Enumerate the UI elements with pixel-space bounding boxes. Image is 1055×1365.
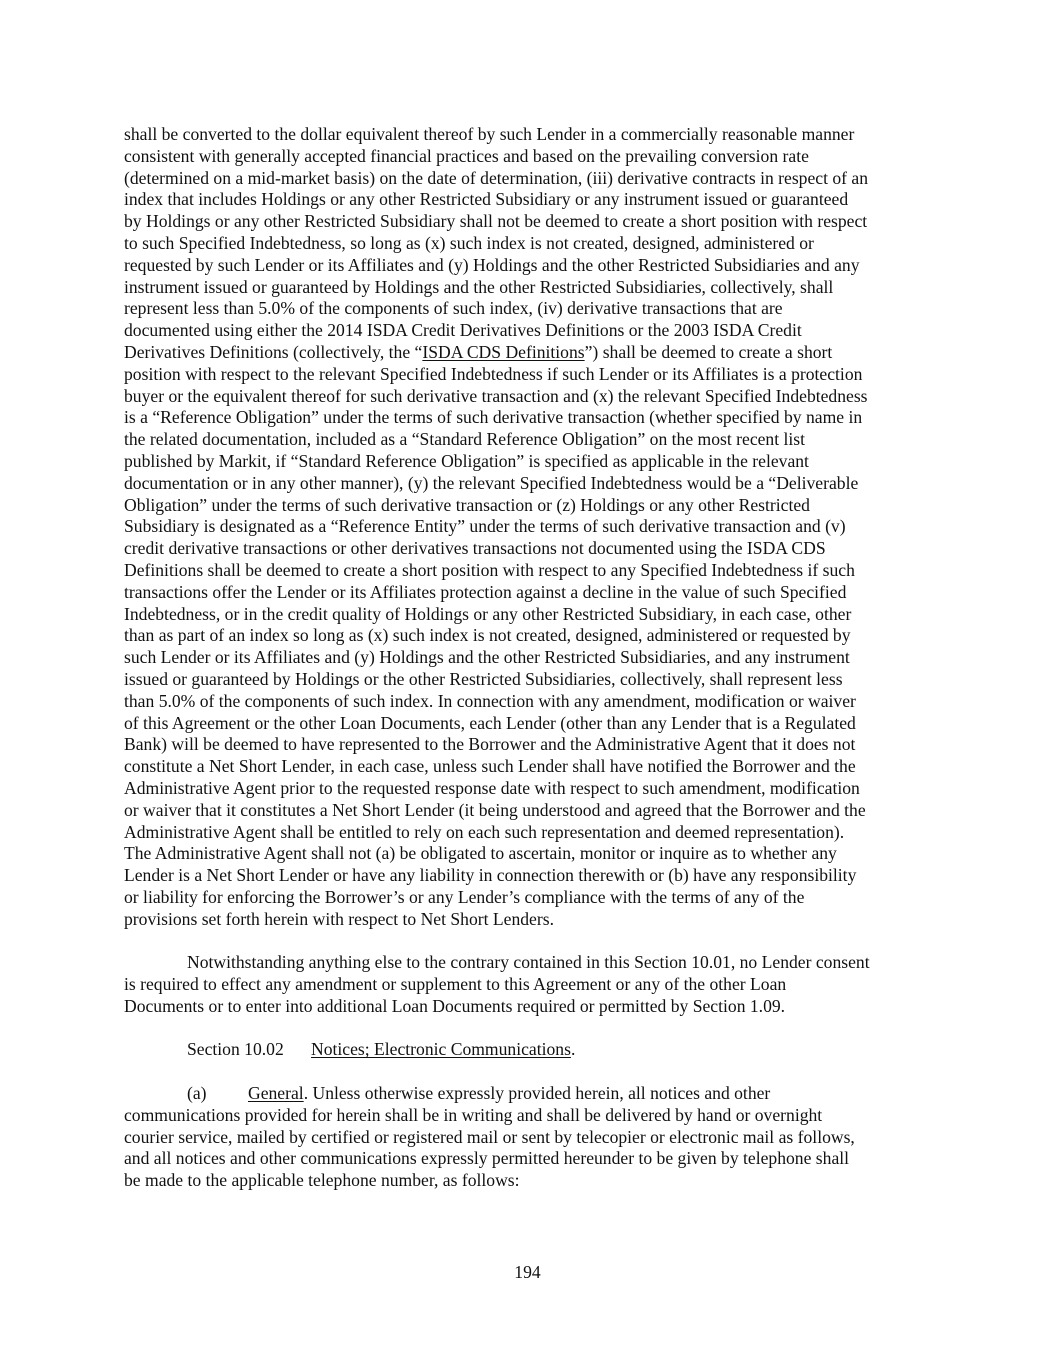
text-line: documented using either the 2014 ISDA Credit Derivatives Definitions or the 2003 ISDA Credit xyxy=(124,320,802,341)
text-line xyxy=(124,1083,936,1105)
text-line: Administrative Agent prior to the requested response date with respect to such amendment, modification xyxy=(124,777,860,798)
text-line: shall be converted to the dollar equivalent thereof by such Lender in a commercially reasonable manner xyxy=(124,124,855,144)
section-number: Section 10.02 xyxy=(187,1039,284,1060)
text-line: than 5.0% of the components of such index. In connection with any amendment, modification or waiver xyxy=(124,690,856,711)
paragraph-notwithstanding xyxy=(124,952,936,1017)
text-line: position with respect to the relevant Specified Indebtedness if such Lender or its Affiliates is a protection xyxy=(124,363,863,384)
paragraph-general xyxy=(124,1083,936,1192)
paragraph-net-short-lender xyxy=(124,124,936,930)
text-line: Subsidiary is designated as a “Reference Entity” under the terms of such derivative transaction and (v) xyxy=(124,516,846,537)
paragraph-spacer xyxy=(124,930,936,952)
section-heading xyxy=(124,1039,936,1061)
text-line: published by Markit, if “Standard Reference Obligation” is specified as applicable in the relevant xyxy=(124,450,809,471)
text-line: than as part of an index so long as (x) such index is not created, designed, administered or requested by xyxy=(124,625,851,646)
page-number: 194 xyxy=(514,1262,541,1282)
text-line: constitute a Net Short Lender, in each case, unless such Lender shall have notified the Borrower and the xyxy=(124,756,856,777)
text-fragment: Derivatives Definitions (collectively, the “ xyxy=(124,341,423,362)
text-line: courier service, mailed by certified or registered mail or sent by telecopier or electronic mail as follows, xyxy=(124,1126,855,1147)
text-line: Documents or to enter into additional Loan Documents required or permitted by Section 1.09. xyxy=(124,995,786,1016)
text-line: Indebtedness, or in the credit quality of Holdings or any other Restricted Subsidiary, in each case, other xyxy=(124,603,852,624)
text-line: the related documentation, included as a “Standard Reference Obligation” on the most recent list xyxy=(124,429,806,450)
text-line: index that includes Holdings or any other Restricted Subsidiary or any instrument issued or guaranteed xyxy=(124,189,849,210)
text-line: credit derivative transactions or other derivatives transactions not documented using the ISDA CDS xyxy=(124,538,826,559)
text-line: to such Specified Indebtedness, so long as (x) such index is not created, designed, administered or xyxy=(124,232,814,253)
text-line: or waiver that it constitutes a Net Short Lender (it being understood and agreed that the Borrower and the xyxy=(124,799,866,820)
text-fragment: ”) shall be deemed to create a short xyxy=(584,341,833,362)
text-line: consistent with generally accepted financial practices and based on the prevailing conversion rate xyxy=(124,145,809,166)
text-line: issued or guaranteed by Holdings or the other Restricted Subsidiaries, collectively, shall represent less xyxy=(124,668,843,689)
text-line: be made to the applicable telephone number, as follows: xyxy=(124,1170,520,1191)
text-line: (determined on a mid-market basis) on the date of determination, (iii) derivative contracts in respect of an xyxy=(124,167,869,188)
text-line: Lender is a Net Short Lender or have any liability in connection therewith or (b) have any responsibility xyxy=(124,865,857,886)
section-heading-line xyxy=(124,1039,936,1061)
text-line: of this Agreement or the other Loan Documents, each Lender (other than any Lender that is a Regulated xyxy=(124,712,856,733)
text-line: transactions offer the Lender or its Affiliates protection against a decline in the value of such Specified xyxy=(124,581,847,602)
clause-label: (a) xyxy=(187,1083,207,1104)
text-line: instrument issued or guaranteed by Holdings and the other Restricted Subsidiaries, collectively, shall xyxy=(124,276,834,297)
text-fragment: Notwithstanding anything else to the contrary contained in this Section 10.01, no Lender consent xyxy=(187,952,870,973)
paragraph-spacer xyxy=(124,1018,936,1040)
text-line: is a “Reference Obligation” under the terms of such derivative transaction (whether specified by name in xyxy=(124,407,863,428)
paragraph-spacer xyxy=(124,1061,936,1083)
text-line: documentation or in any other manner), (y) the relevant Specified Indebtedness would be a “Deliverable xyxy=(124,472,859,493)
text-line: communications provided for herein shall be in writing and shall be delivered by hand or overnight xyxy=(124,1104,823,1125)
text-line: and all notices and other communications expressly permitted hereunder to be given by telephone shall xyxy=(124,1148,850,1169)
text-line: The Administrative Agent shall not (a) be obligated to ascertain, monitor or inquire as to whether any xyxy=(124,843,837,864)
text-line xyxy=(124,342,936,364)
text-line: Bank) will be deemed to have represented to the Borrower and the Administrative Agent that it does not xyxy=(124,734,856,755)
text-fragment: . Unless otherwise expressly provided herein, all notices and other xyxy=(303,1083,771,1104)
text-line: such Lender or its Affiliates and (y) Holdings and the other Restricted Subsidiaries, and any instrument xyxy=(124,647,850,668)
clause-heading: General xyxy=(248,1083,304,1104)
section-title-period: . xyxy=(570,1039,576,1060)
text-line: by Holdings or any other Restricted Subsidiary shall not be deemed to create a short position with respect xyxy=(124,211,868,232)
text-line: Obligation” under the terms of such derivative transaction or (z) Holdings or any other Restricted xyxy=(124,494,810,515)
text-line: is required to effect any amendment or supplement to this Agreement or any of the other Loan xyxy=(124,974,787,995)
text-line: Administrative Agent shall be entitled to rely on each such representation and deemed representation). xyxy=(124,821,845,842)
text-line: buyer or the equivalent thereof for such derivative transaction and (x) the relevant Specified Indebtedness xyxy=(124,385,868,406)
text-line: Definitions shall be deemed to create a short position with respect to any Specified Indebtedness if such xyxy=(124,559,855,580)
document-page xyxy=(124,124,936,1192)
text-line xyxy=(124,952,936,974)
defined-term-isda-cds-definitions: ISDA CDS Definitions xyxy=(422,341,585,362)
text-line: provisions set forth herein with respect to Net Short Lenders. xyxy=(124,908,554,929)
section-title: Notices; Electronic Communications xyxy=(311,1039,571,1060)
text-line: requested by such Lender or its Affiliates and (y) Holdings and the other Restricted Subsidiaries and any xyxy=(124,254,860,275)
text-line: or liability for enforcing the Borrower’s or any Lender’s compliance with the terms of any of the xyxy=(124,886,805,907)
text-line: represent less than 5.0% of the components of such index, (iv) derivative transactions that are xyxy=(124,298,783,319)
